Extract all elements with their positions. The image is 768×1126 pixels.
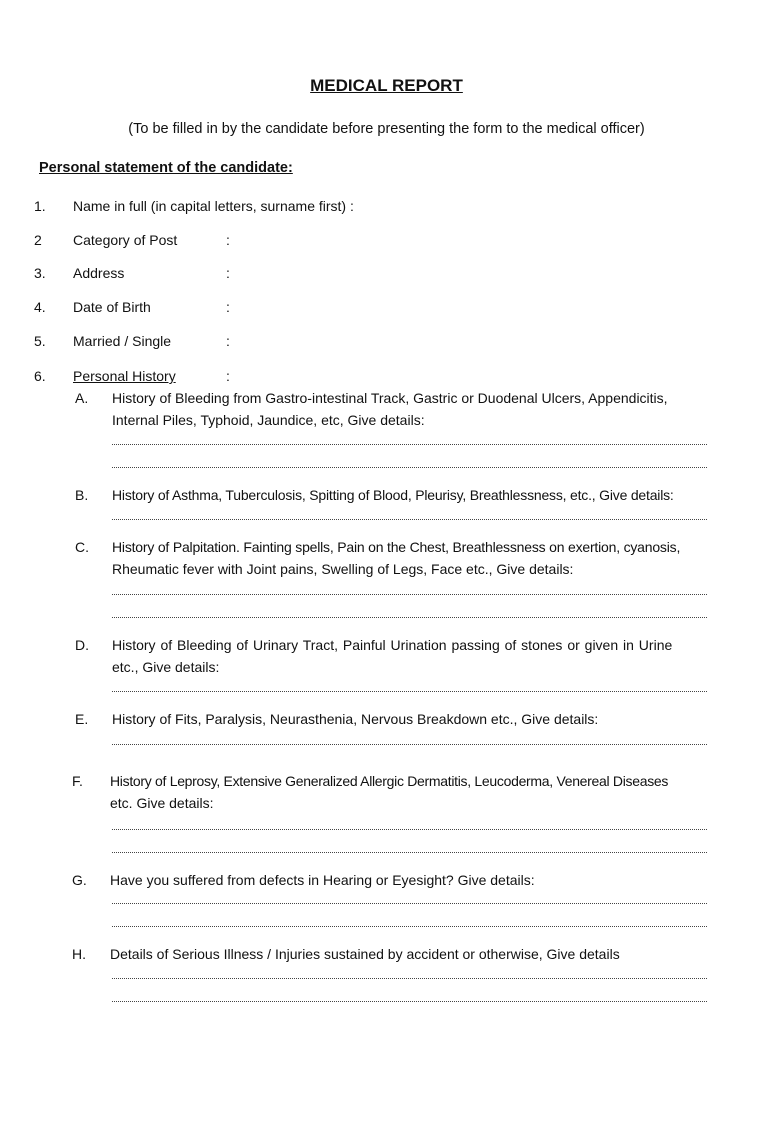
history-d-text: etc., Give details: (112, 659, 220, 675)
field-number: 6. (34, 368, 46, 384)
history-letter: E. (75, 711, 89, 727)
field-number: 1. (34, 198, 46, 214)
field-number: 2 (34, 232, 42, 248)
history-f-text: etc. Give details: (110, 795, 214, 811)
history-a-text: Internal Piles, Typhoid, Jaundice, etc, Give details: (112, 412, 425, 428)
field-number: 4. (34, 299, 46, 315)
history-c-text: Rheumatic fever with Joint pains, Swelling of Legs, Face etc., Give details: (112, 561, 574, 577)
field-colon: : (226, 333, 230, 349)
answer-line[interactable] (112, 1001, 707, 1002)
answer-line[interactable] (112, 691, 707, 692)
field-colon: : (226, 265, 230, 281)
history-letter: H. (72, 946, 86, 962)
answer-line[interactable] (112, 926, 707, 927)
history-c-text: History of Palpitation. Fainting spells, Pain on the Chest, Breathlessness on exertion, cyanosis, (112, 539, 681, 555)
answer-line[interactable] (112, 467, 707, 468)
history-a-text: History of Bleeding from Gastro-intestinal Track, Gastric or Duodenal Ulcers, Appendicitis, (112, 390, 668, 406)
field-label-address: Address (73, 265, 125, 281)
history-letter: A. (75, 390, 89, 406)
history-e-text: History of Fits, Paralysis, Neurasthenia, Nervous Breakdown etc., Give details: (112, 711, 599, 727)
history-letter: D. (75, 637, 89, 653)
history-letter: G. (72, 872, 87, 888)
field-colon: : (226, 299, 230, 315)
history-h-text: Details of Serious Illness / Injuries sustained by accident or otherwise, Give details (110, 946, 620, 962)
field-label-name: Name in full (in capital letters, surname first) : (73, 198, 354, 214)
answer-line[interactable] (112, 978, 707, 979)
history-d-text: History of Bleeding of Urinary Tract, Painful Urination passing of stones or given in Urine (112, 637, 673, 653)
field-colon: : (226, 368, 230, 384)
history-letter: C. (75, 539, 89, 555)
field-label-personal-history: Personal History (73, 368, 176, 384)
field-colon: : (226, 232, 230, 248)
field-label-dob: Date of Birth (73, 299, 151, 315)
answer-line[interactable] (112, 519, 707, 520)
page-title: MEDICAL REPORT (310, 76, 463, 95)
section-heading: Personal statement of the candidate: (39, 160, 293, 176)
field-number: 3. (34, 265, 46, 281)
history-letter: B. (75, 487, 89, 503)
history-g-text: Have you suffered from defects in Hearing or Eyesight? Give details: (110, 872, 535, 888)
answer-line[interactable] (112, 829, 707, 830)
answer-line[interactable] (112, 903, 707, 904)
subtitle: (To be filled in by the candidate before presenting the form to the medical officer) (128, 121, 645, 137)
history-b-text: History of Asthma, Tuberculosis, Spitting of Blood, Pleurisy, Breathlessness, etc., Give details: (112, 487, 674, 503)
answer-line[interactable] (112, 744, 707, 745)
answer-line[interactable] (112, 852, 707, 853)
answer-line[interactable] (112, 617, 707, 618)
field-label-marital: Married / Single (73, 333, 172, 349)
answer-line[interactable] (112, 594, 707, 595)
history-f-text: History of Leprosy, Extensive Generalized Allergic Dermatitis, Leucoderma, Venereal Diseases (110, 773, 669, 789)
history-letter: F. (72, 773, 83, 789)
field-number: 5. (34, 333, 46, 349)
answer-line[interactable] (112, 444, 707, 445)
field-label-category: Category of Post (73, 232, 178, 248)
